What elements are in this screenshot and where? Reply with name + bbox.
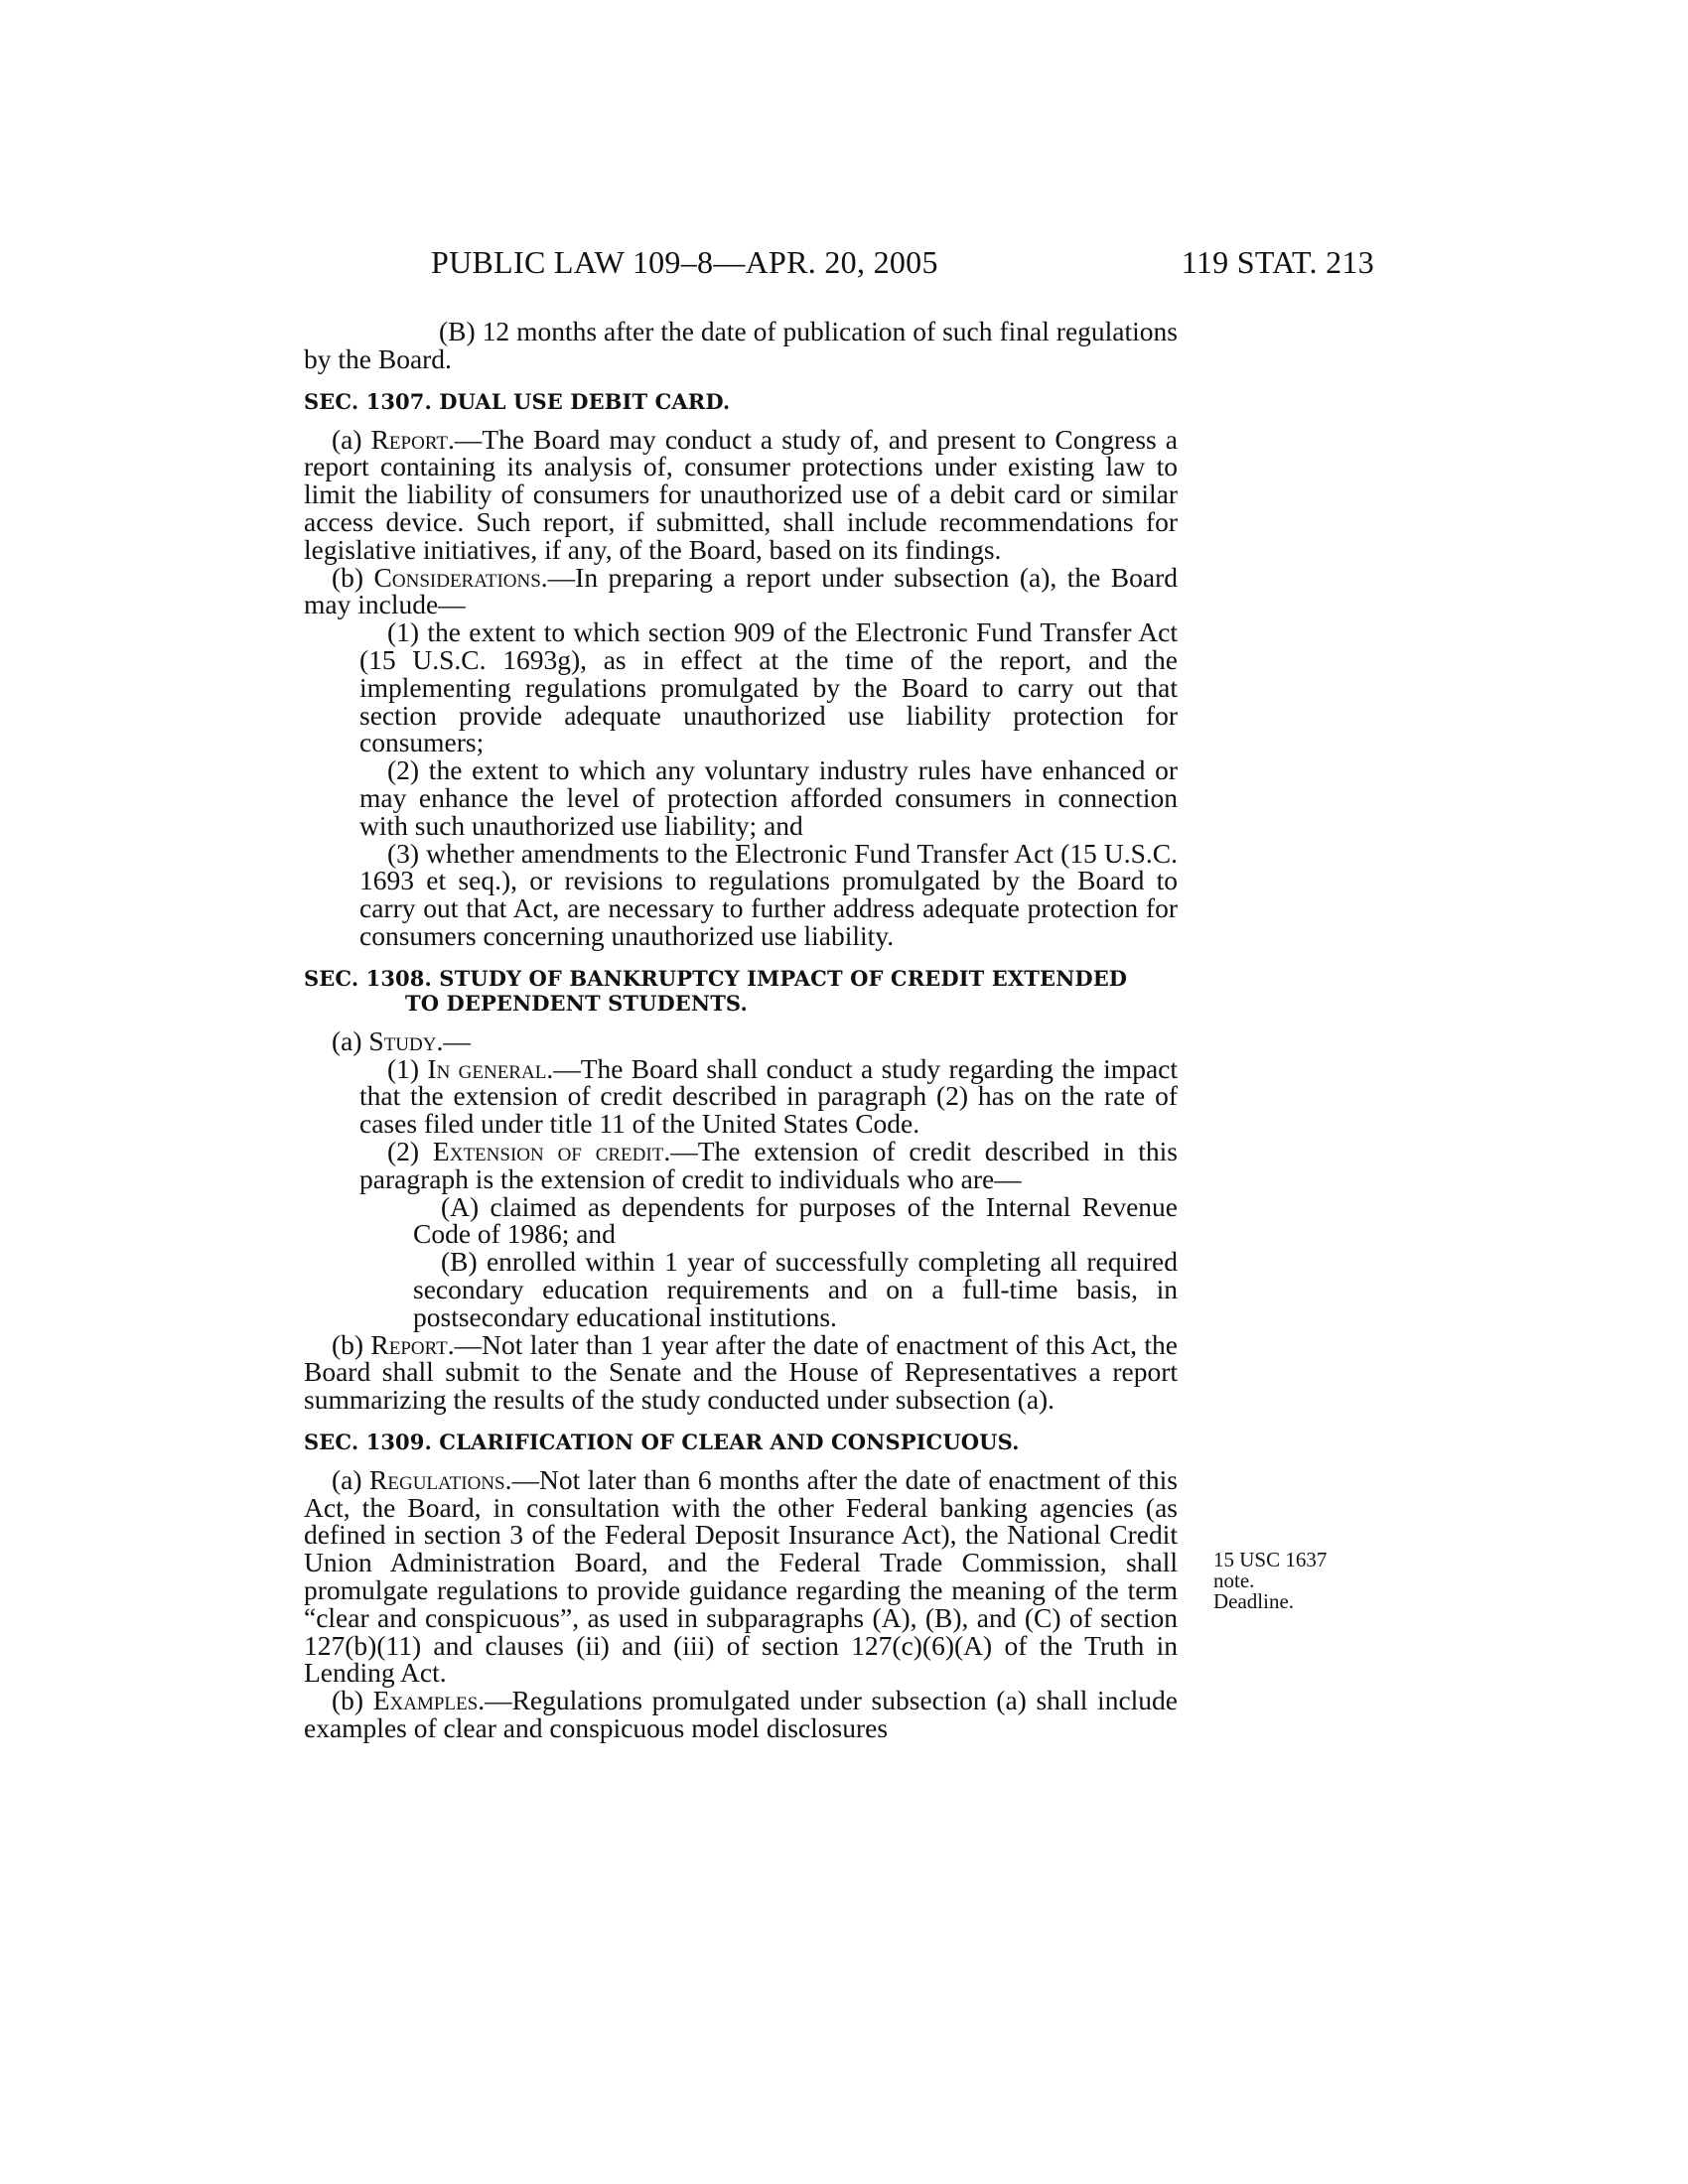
section-1307-a-caption: Report [370, 423, 448, 455]
margin-note-deadline: Deadline. [1213, 1589, 1295, 1613]
section-1308-a-label: (a) [332, 1024, 369, 1056]
page-number: 119 STAT. 213 [1181, 244, 1374, 280]
section-1308-a-2 [304, 1135, 1178, 1194]
section-1307-b [304, 561, 1178, 620]
section-1309-b-caption: Examples [372, 1685, 479, 1716]
margin-note [1213, 1550, 1372, 1612]
section-1308-b-label: (b) [332, 1328, 371, 1360]
section-1308-a-2-A: (A) claimed as dependents for purposes of the Internal Revenue Code of 1986; and [413, 1190, 1178, 1250]
section-1308-a-1-label: (1) [387, 1052, 428, 1084]
section-1308-a-1 [304, 1052, 1178, 1140]
section-1309-b-text: .—Regulations promulgated under subsection (a) shall include examples of clear and conspicuous model disclosures [304, 1685, 1178, 1744]
section-1308-a [304, 1024, 1178, 1056]
section-1309-a [304, 1463, 1178, 1689]
section-1307-heading: SEC. 1307. DUAL USE DEBIT CARD. [304, 388, 731, 414]
section-1309-a-caption: Regulations [369, 1463, 505, 1495]
running-head-title: PUBLIC LAW 109–8—APR. 20, 2005 [431, 244, 938, 280]
section-1308-a-2-B: (B) enrolled within 1 year of successfully completing all required secondary education requirements and on a full-time basis, in postsecondary educational institutions. [413, 1246, 1178, 1332]
section-1307-a-text: .—The Board may conduct a study of, and present to Congress a report containing its analysis of, consumer protections under existing law to limit the liability of consumers for unauthorized use of a debit card or similar access device. Such report, if submitted, shall include recommendations for legislative initiatives, if any, of the Board, based on its findings. [304, 423, 1179, 565]
margin-note-note: note. [1213, 1569, 1255, 1592]
section-1308-heading-line-2: TO DEPENDENT STUDENTS. [405, 990, 748, 1016]
section-1307-b-3: (3) whether amendments to the Electronic Fund Transfer Act (15 U.S.C. 1693 et seq.), or revisions to regulations promulgated by the Board to carry out that Act, are necessary to further address adequate protection for consumers concerning unauthorized use liability. [359, 837, 1178, 951]
section-1308-a-dash: .— [436, 1024, 471, 1056]
section-1307-b-1: (1) the extent to which section 909 of the Electronic Fund Transfer Act (15 U.S.C. 1693g), as in effect at the time of the report, and the implementing regulations promulgated by the Board to carry out that section provide adequate unauthorized use liability protection for consumers; [359, 616, 1178, 758]
section-1308-heading-line-1: SEC. 1308. STUDY OF BANKRUPTCY IMPACT OF CREDIT EXTENDED [304, 965, 1128, 991]
section-1309-a-text: .—Not later than 6 months after the date of enactment of this Act, the Board, in consultation with the other Federal banking agencies (as defined in section 3 of the Federal Deposit Insurance Act), the National Credit Union Administration Board, and the Federal Trade Commission, shall promulgate regulations to provide guidance regarding the meaning of the term “clear and conspicuous”, as used in subparagraphs (A), (B), and (C) of section 127(b)(11) and clauses (ii) and (iii) of section 127(c)(6)(A) of the Truth in Lending Act. [304, 1463, 1178, 1689]
section-1308-b-text: .—Not later than 1 year after the date of enactment of this Act, the Board shall submit to the Senate and the House of Representatives a report summarizing the results of the study conducted under subsection (a). [304, 1328, 1178, 1416]
section-1308-a-2-caption: Extension of credit [432, 1135, 664, 1166]
margin-note-citation: 15 USC 1637 [1213, 1548, 1328, 1571]
section-1308-a-caption: Study [368, 1024, 437, 1056]
page-header [302, 244, 1374, 288]
section-1308-b-caption: Report [370, 1328, 448, 1360]
section-1308-a-1-caption: In general [427, 1052, 547, 1084]
section-1309-heading: SEC. 1309. CLARIFICATION OF CLEAR AND CONSPICUOUS. [304, 1429, 1020, 1454]
section-1309-b [304, 1687, 1178, 1742]
section-1307-b-text: .—In preparing a report under subsection (a), the Board may include— [304, 561, 1178, 620]
section-1308-heading [304, 966, 1178, 1016]
section-1308-a-2-label: (2) [387, 1135, 433, 1166]
section-1308-a-2-text: .—The extension of credit described in this paragraph is the extension of credit to individuals who are— [359, 1135, 1178, 1194]
section-1307-a-label: (a) [332, 423, 371, 455]
section-1307-b-2: (2) the extent to which any voluntary industry rules have enhanced or may enhance the level of protection afforded consumers in connection with such unauthorized use liability; and [359, 754, 1178, 841]
section-1307-a [304, 423, 1179, 565]
section-1307-b-caption: Considerations [373, 561, 541, 593]
section-1308-b [304, 1328, 1178, 1416]
section-1307-b-label: (b) [332, 561, 374, 593]
paragraph-b-12-months-text: (B) 12 months after the date of publication of such final regulations by the Board. [304, 316, 1178, 374]
section-1308-a-1-text: .—The Board shall conduct a study regarding the impact that the extension of credit described in paragraph (2) has on the rate of cases filed under title 11 of the United States Code. [359, 1052, 1178, 1140]
section-1309-a-label: (a) [332, 1463, 370, 1495]
section-1309-b-label: (b) [332, 1685, 373, 1716]
document-body [304, 318, 1178, 1742]
